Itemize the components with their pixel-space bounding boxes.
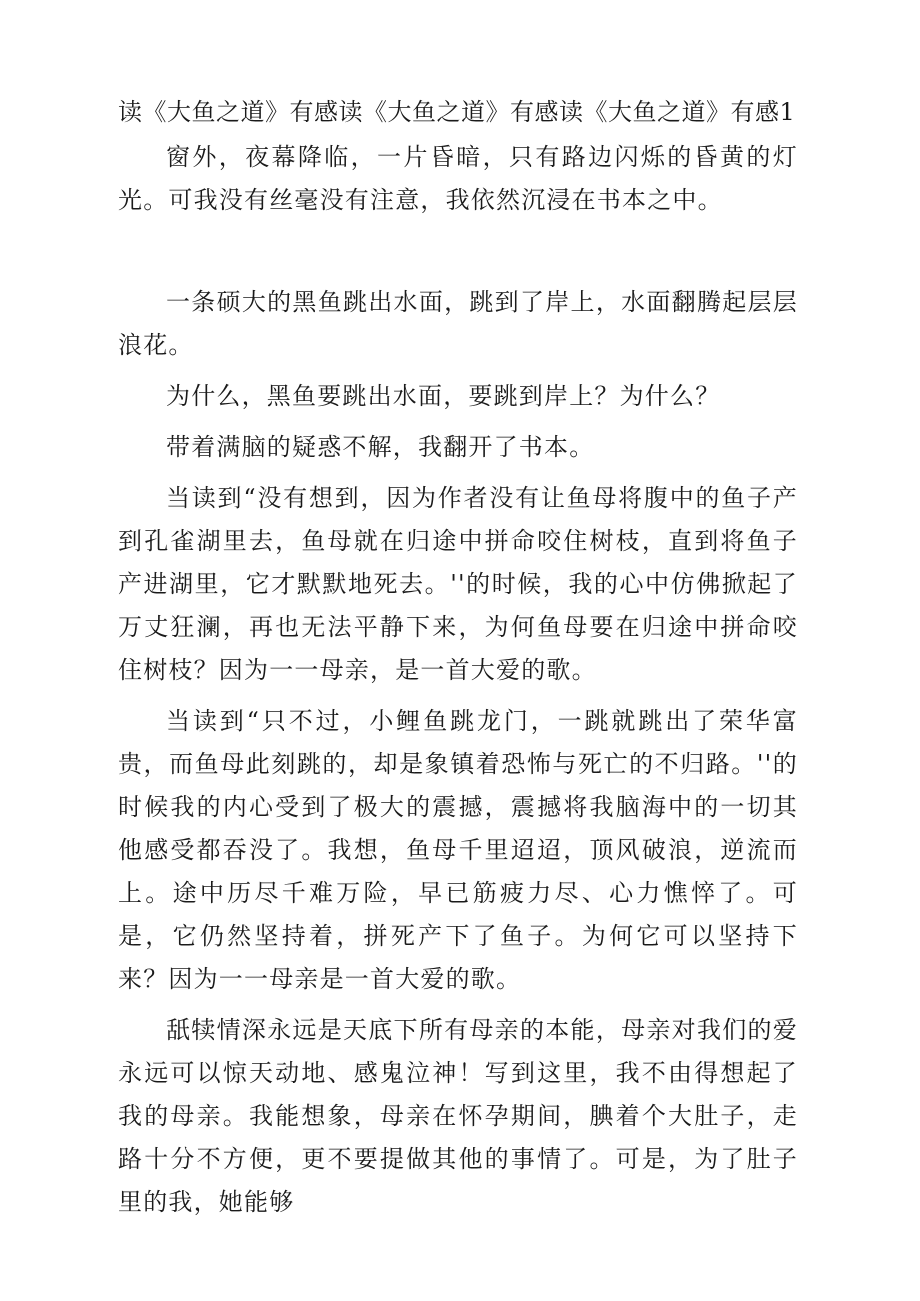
document-title: 读《大鱼之道》有感读《大鱼之道》有感读《大鱼之道》有感1 [118,98,796,126]
paragraph: 为什么，黑鱼要跳出水面，要跳到岸上？为什么？ [166,382,721,410]
document-body [118,136,798,1232]
paragraph: 一条硕大的黑鱼跳出水面，跳到了岸上，水面翻腾起层层浪花。 [118,288,798,359]
paragraph: 带着满脑的疑惑不解，我翻开了书本。 [166,433,595,461]
paragraph: 舐犊情深永远是天底下所有母亲的本能，母亲对我们的爱永远可以惊天动地、感鬼泣神！写到这里，我不由得想起了我的母亲。我能想象，母亲在怀孕期间，腆着个大肚子，走路十分不方便，更不要提做其他的事情了。可是，为了肚子里的我，她能够 [118,1016,798,1216]
paragraph: 窗外，夜幕降临，一片昏暗，只有路边闪烁的昏黄的灯光。可我没有丝毫没有注意，我依然沉浸在书本之中。 [118,143,798,214]
paragraph: 当读到“只不过，小鲤鱼跳龙门，一跳就跳出了荣华富贵，而鱼母此刻跳的，却是象镇着恐怖与死亡的不归路。''的时候我的内心受到了极大的震撼，震撼将我脑海中的一切其他感受都吞没了。我想，鱼母千里迢迢，顶风破浪，逆流而上。途中历尽千难万险，早已筋疲力尽、心力憔悴了。可是，它仍然坚持着，拼死产下了鱼子。为何它可以坚持下来？因为一一母亲是一首大爱的歌。 [118,707,798,993]
paragraph: 当读到“没有想到，因为作者没有让鱼母将腹中的鱼子产到孔雀湖里去，鱼母就在归途中拼命咬住树枝，直到将鱼子产进湖里，它才默默地死去。''的时候，我的心中仿佛掀起了万丈狂澜，再也无法平静下来，为何鱼母要在归途中拼命咬住树枝？因为一一母亲，是一首大爱的歌。 [118,484,798,684]
